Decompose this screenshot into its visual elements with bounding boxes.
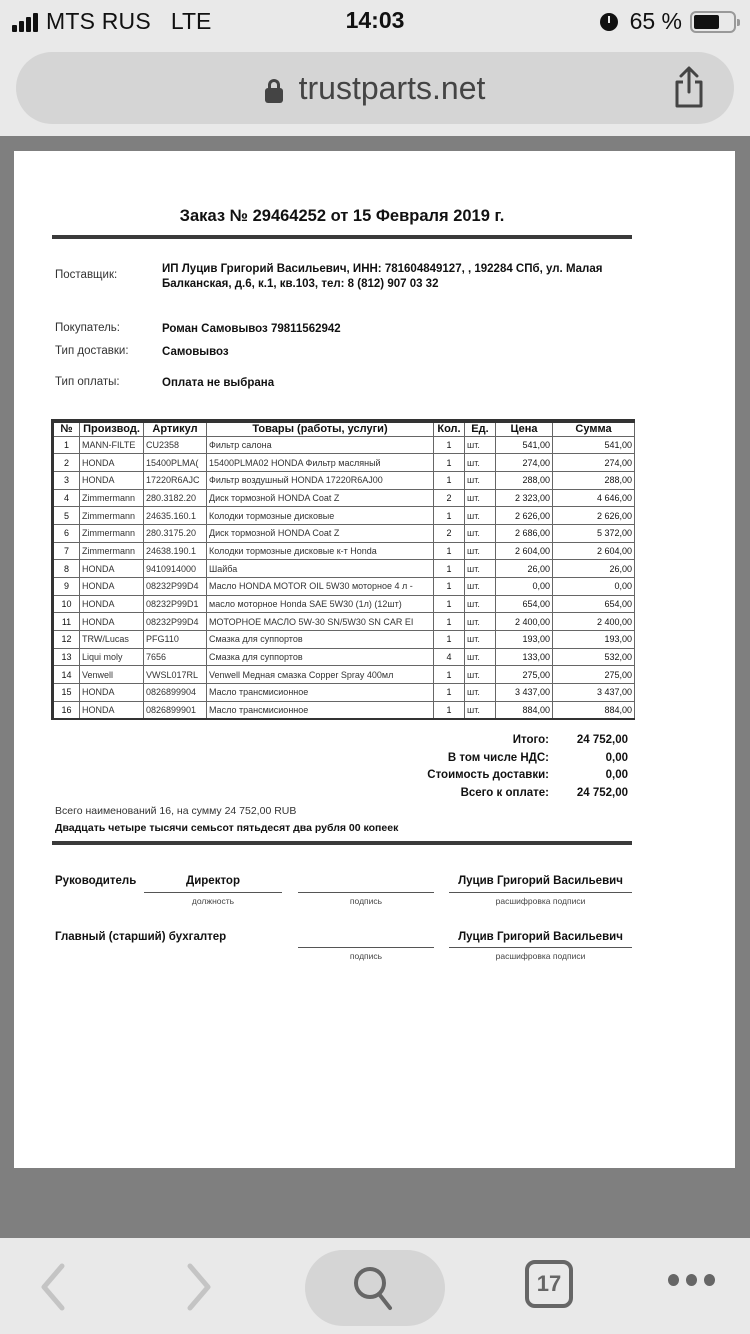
table-cell: Venwell — [80, 666, 144, 684]
table-cell: 15 — [53, 684, 80, 702]
url-text[interactable]: trustparts.net — [298, 70, 486, 106]
table-row — [53, 454, 635, 472]
table-cell: 541,00 — [496, 436, 553, 454]
table-cell: 274,00 — [496, 454, 553, 472]
table-cell: 4 646,00 — [553, 489, 635, 507]
table-cell: Фильтр салона — [207, 436, 434, 454]
name-caption: расшифровка подписи — [495, 951, 586, 961]
accountant-name: Луцив Григорий Васильевич — [458, 931, 623, 943]
table-cell: 2 323,00 — [496, 489, 553, 507]
table-cell: 1 — [434, 454, 465, 472]
table-cell: Масло HONDA MOTOR OIL 5W30 моторное 4 л - — [207, 578, 434, 596]
buyer-label: Покупатель: — [55, 322, 120, 334]
column-header: Цена — [496, 421, 553, 436]
table-cell: 08232P99D4 — [144, 578, 207, 596]
table-cell: 1 — [434, 666, 465, 684]
table-cell: HONDA — [80, 595, 144, 613]
supplier-line-1: ИП Луцив Григорий Васильевич, ИНН: 781604849127, , 192284 СПб, ул. Малая — [162, 263, 603, 275]
table-cell: Фильтр воздушный HONDA 17220R6AJ00 — [207, 471, 434, 489]
table-row — [53, 631, 635, 649]
status-bar — [0, 0, 750, 40]
table-cell: PFG110 — [144, 631, 207, 649]
more-button[interactable] — [668, 1274, 715, 1286]
table-cell: 884,00 — [496, 701, 553, 719]
table-cell: Смазка для суппортов — [207, 648, 434, 666]
table-cell: 24638.190.1 — [144, 542, 207, 560]
table-row — [53, 595, 635, 613]
table-cell: шт. — [465, 613, 496, 631]
tabs-button[interactable] — [525, 1260, 573, 1308]
table-cell: 08232P99D1 — [144, 595, 207, 613]
table-cell: шт. — [465, 595, 496, 613]
table-cell: шт. — [465, 701, 496, 719]
pdf-viewer[interactable] — [0, 136, 750, 1238]
position-caption: должность — [191, 896, 235, 906]
table-cell: Zimmermann — [80, 507, 144, 525]
table-cell: 193,00 — [496, 631, 553, 649]
table-cell: 2 400,00 — [496, 613, 553, 631]
address-bar[interactable] — [16, 52, 734, 124]
table-cell: HONDA — [80, 684, 144, 702]
more-icon — [668, 1274, 679, 1286]
table-cell: 541,00 — [553, 436, 635, 454]
table-cell: HONDA — [80, 613, 144, 631]
table-cell: Шайба — [207, 560, 434, 578]
table-cell: Смазка для суппортов — [207, 631, 434, 649]
browser-toolbar — [0, 1238, 750, 1334]
table-cell: 1 — [434, 542, 465, 560]
table-cell: 08232P99D4 — [144, 613, 207, 631]
head-label: Руководитель — [55, 875, 137, 887]
network-type: LTE — [170, 8, 212, 34]
column-header: Кол. — [434, 421, 465, 436]
table-cell: 2 604,00 — [496, 542, 553, 560]
table-cell: VWSL017RL — [144, 666, 207, 684]
table-cell: 2 — [53, 454, 80, 472]
divider — [52, 841, 632, 845]
table-cell: 2 400,00 — [553, 613, 635, 631]
table-cell: 0,00 — [553, 578, 635, 596]
table-cell: 3 — [53, 471, 80, 489]
delivery-type-label: Тип доставки: — [55, 345, 129, 357]
table-cell: шт. — [465, 560, 496, 578]
name-line — [449, 892, 632, 893]
table-row — [53, 613, 635, 631]
payment-type-label: Тип оплаты: — [55, 376, 120, 388]
carrier-name: MTS RUS — [46, 8, 151, 34]
table-cell: 2 — [434, 524, 465, 542]
delivery-cost-label: Стоимость доставки: — [427, 769, 549, 781]
payment-type-value: Оплата не выбрана — [162, 377, 275, 389]
table-cell: 6 — [53, 524, 80, 542]
table-cell: 17220R6AJC — [144, 471, 207, 489]
column-header: № — [53, 421, 80, 436]
table-cell: 26,00 — [553, 560, 635, 578]
table-cell: масло моторное Honda SAE 5W30 (1л) (12шт) — [207, 595, 434, 613]
table-cell: 280.3182.20 — [144, 489, 207, 507]
table-cell: 16 — [53, 701, 80, 719]
table-row — [53, 524, 635, 542]
table-cell: 7656 — [144, 648, 207, 666]
table-cell: 1 — [434, 436, 465, 454]
table-cell: 2 686,00 — [496, 524, 553, 542]
table-cell: 12 — [53, 631, 80, 649]
total-value: 24 752,00 — [576, 734, 628, 746]
table-row — [53, 542, 635, 560]
table-cell: шт. — [465, 454, 496, 472]
table-cell: HONDA — [80, 578, 144, 596]
table-cell: 5 372,00 — [553, 524, 635, 542]
table-cell: Масло трансмисионное — [207, 684, 434, 702]
table-cell: шт. — [465, 631, 496, 649]
table-cell: 13 — [53, 648, 80, 666]
table-cell: 4 — [53, 489, 80, 507]
table-cell: CU2358 — [144, 436, 207, 454]
table-cell: Venwell Медная смазка Copper Spray 400мл — [207, 666, 434, 684]
table-cell: шт. — [465, 471, 496, 489]
column-header: Товары (работы, услуги) — [207, 421, 434, 436]
table-cell: 193,00 — [553, 631, 635, 649]
table-cell: 1 — [434, 578, 465, 596]
position-line — [144, 892, 282, 893]
table-cell: 288,00 — [553, 471, 635, 489]
table-cell: 654,00 — [553, 595, 635, 613]
chevron-left-icon[interactable] — [38, 1262, 68, 1312]
table-cell: 15400PLMA02 HONDA Фильтр масляный — [207, 454, 434, 472]
supplier-label: Поставщик: — [55, 269, 118, 281]
table-cell: 9410914000 — [144, 560, 207, 578]
table-row — [53, 666, 635, 684]
table-row — [53, 471, 635, 489]
table-cell: 654,00 — [496, 595, 553, 613]
table-cell: 24635.160.1 — [144, 507, 207, 525]
table-cell: 0826899901 — [144, 701, 207, 719]
table-cell: 4 — [434, 648, 465, 666]
document-page — [14, 151, 735, 1168]
table-cell: 275,00 — [553, 666, 635, 684]
table-row — [53, 560, 635, 578]
head-position: Директор — [186, 875, 240, 887]
table-cell: 2 626,00 — [496, 507, 553, 525]
clock: 14:03 — [345, 7, 405, 33]
table-cell: 532,00 — [553, 648, 635, 666]
table-cell: 2 626,00 — [553, 507, 635, 525]
chevron-right-icon[interactable] — [184, 1262, 214, 1312]
table-cell: Диск тормозной HONDA Coat Z — [207, 489, 434, 507]
table-row — [53, 684, 635, 702]
table-cell: Zimmermann — [80, 489, 144, 507]
table-cell: Zimmermann — [80, 524, 144, 542]
column-header: Сумма — [553, 421, 635, 436]
tab-count: 17 — [536, 1271, 562, 1296]
search-icon — [350, 1263, 400, 1313]
table-cell: 1 — [434, 631, 465, 649]
table-cell: 2 604,00 — [553, 542, 635, 560]
table-row — [53, 436, 635, 454]
table-cell: HONDA — [80, 701, 144, 719]
table-cell: Liqui moly — [80, 648, 144, 666]
total-label: Итого: — [512, 734, 549, 746]
table-cell: 1 — [434, 471, 465, 489]
signature-line — [298, 892, 434, 893]
order-items-table — [51, 419, 635, 720]
name-line — [449, 947, 632, 948]
table-cell: МОТОРНОЕ МАСЛО 5W-30 SN/5W30 SN CAR EI — [207, 613, 434, 631]
column-header: Производ. — [80, 421, 144, 436]
table-cell: 3 437,00 — [553, 684, 635, 702]
table-cell: 0826899904 — [144, 684, 207, 702]
table-cell: 1 — [434, 507, 465, 525]
share-icon[interactable] — [672, 66, 706, 108]
table-cell: 1 — [53, 436, 80, 454]
table-cell: шт. — [465, 648, 496, 666]
table-cell: 288,00 — [496, 471, 553, 489]
document-title: Заказ № 29464252 от 15 Февраля 2019 г. — [179, 207, 505, 225]
table-cell: 133,00 — [496, 648, 553, 666]
table-row — [53, 648, 635, 666]
table-cell: HONDA — [80, 560, 144, 578]
name-caption: расшифровка подписи — [495, 896, 586, 906]
table-cell: HONDA — [80, 454, 144, 472]
table-cell: Колодки тормозные дисковые к-т Honda — [207, 542, 434, 560]
table-row — [53, 578, 635, 596]
table-cell: шт. — [465, 666, 496, 684]
table-cell: 10 — [53, 595, 80, 613]
table-cell: 15400PLMA( — [144, 454, 207, 472]
table-cell: 3 437,00 — [496, 684, 553, 702]
table-cell: 0,00 — [496, 578, 553, 596]
table-cell: 1 — [434, 560, 465, 578]
table-cell: шт. — [465, 684, 496, 702]
head-name: Луцив Григорий Васильевич — [458, 875, 623, 887]
table-cell: 274,00 — [553, 454, 635, 472]
table-cell: 9 — [53, 578, 80, 596]
table-cell: 1 — [434, 684, 465, 702]
table-cell: шт. — [465, 542, 496, 560]
table-cell: 26,00 — [496, 560, 553, 578]
table-row — [53, 489, 635, 507]
table-row — [53, 701, 635, 719]
battery-percent: 65 % — [629, 8, 682, 34]
divider — [52, 235, 632, 239]
alarm-icon — [600, 13, 618, 31]
table-cell: 280.3175.20 — [144, 524, 207, 542]
table-cell: шт. — [465, 436, 496, 454]
vat-value: 0,00 — [605, 752, 628, 764]
table-cell: шт. — [465, 524, 496, 542]
table-cell: 5 — [53, 507, 80, 525]
grand-total-value: 24 752,00 — [576, 787, 628, 799]
table-cell: Масло трансмисионное — [207, 701, 434, 719]
table-cell: 275,00 — [496, 666, 553, 684]
table-header-row — [53, 421, 635, 436]
table-cell: HONDA — [80, 471, 144, 489]
table-cell: 1 — [434, 595, 465, 613]
table-cell: шт. — [465, 578, 496, 596]
column-header: Ед. — [465, 421, 496, 436]
signature-caption: подпись — [349, 951, 383, 961]
table-cell: Zimmermann — [80, 542, 144, 560]
delivery-cost-value: 0,00 — [605, 769, 628, 781]
signature-line — [298, 947, 434, 948]
table-row — [53, 507, 635, 525]
delivery-type-value: Самовывоз — [162, 346, 229, 358]
items-summary: Всего наименований 16, на сумму 24 752,00 RUB — [55, 805, 297, 817]
grand-total-label: Всего к оплате: — [460, 787, 549, 799]
table-cell: 1 — [434, 613, 465, 631]
table-cell: шт. — [465, 489, 496, 507]
table-cell: 1 — [434, 701, 465, 719]
table-cell: TRW/Lucas — [80, 631, 144, 649]
table-cell: Колодки тормозные дисковые — [207, 507, 434, 525]
signature-caption: подпись — [349, 896, 383, 906]
accountant-label: Главный (старший) бухгалтер — [55, 931, 227, 943]
lock-icon — [265, 79, 283, 103]
vat-label: В том числе НДС: — [447, 752, 549, 764]
column-header: Артикул — [144, 421, 207, 436]
search-button[interactable] — [305, 1250, 445, 1326]
amount-in-words: Двадцать четыре тысячи семьсот пятьдесят два рубля 00 копеек — [55, 822, 399, 834]
table-cell: 8 — [53, 560, 80, 578]
table-cell: 884,00 — [553, 701, 635, 719]
table-cell: шт. — [465, 507, 496, 525]
table-cell: 14 — [53, 666, 80, 684]
battery-icon — [690, 11, 736, 33]
buyer-value: Роман Самовывоз 79811562942 — [162, 323, 341, 335]
table-cell: 11 — [53, 613, 80, 631]
supplier-line-2: Балканская, д.6, к.1, кв.103, тел: 8 (812) 907 03 32 — [162, 278, 439, 290]
table-cell: MANN-FILTE — [80, 436, 144, 454]
table-cell: 7 — [53, 542, 80, 560]
table-cell: Диск тормозной HONDA Coat Z — [207, 524, 434, 542]
table-cell: 2 — [434, 489, 465, 507]
